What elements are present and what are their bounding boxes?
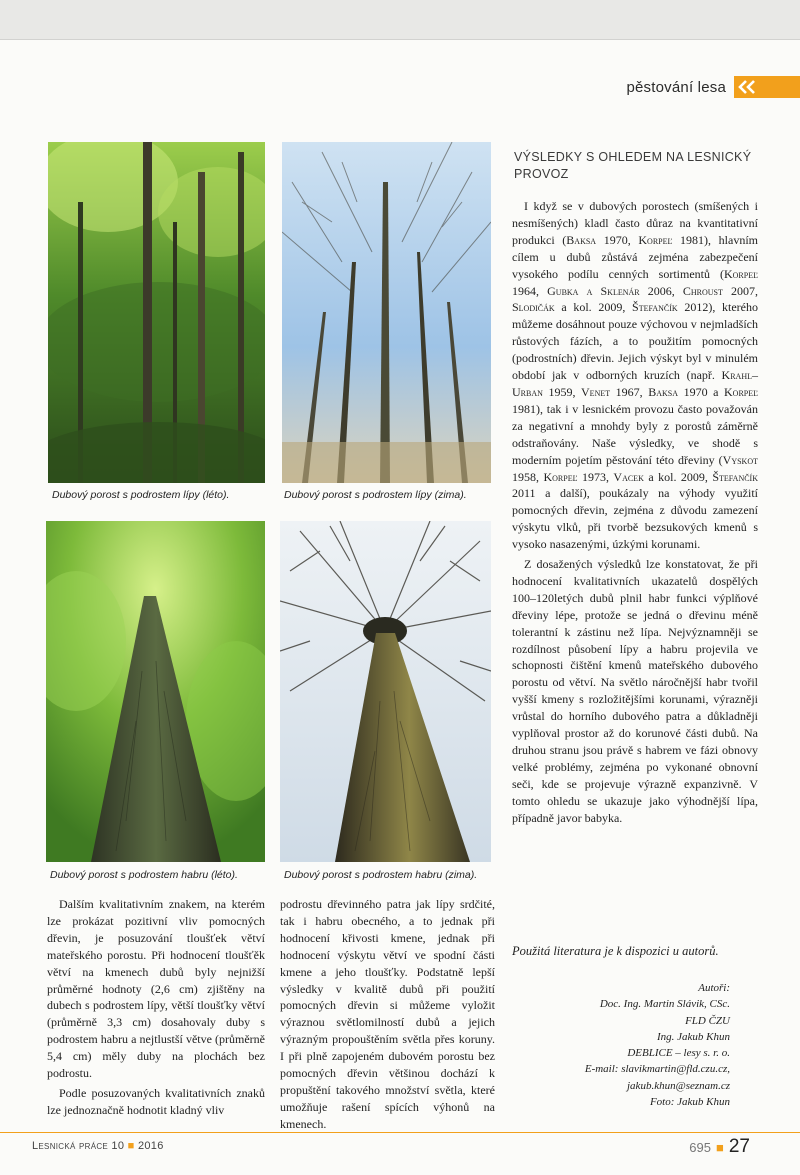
photo-caption: Dubový porost s podrostem habru (léto). (50, 869, 238, 881)
author-line: Foto: Jakub Khun (649, 1096, 730, 1109)
paragraph: Z dosažených výsledků lze konstatovat, že při hodnocení kvalitativních ukazatelů dospělých 100–120letých dubů plnil habr funkci výplňové dřeviny lépe, protože se jedná o dřevinu méně tolerantní k zástinu než lípa. Nejvýznamněji se rozdílnost působení lípy a habru projevila ve schopnosti čištění kmenů mateřského dubového porostu od větví. Na světlo náročnější habr tvořil vyšší kmeny s rozložitějšími korunami, výrazněji vrůstal do horního dubového patra a důkladněji vyplňoval prostor až do korunové části dubů. Na druhou stranu jsou právě s habrem ve fázi obnovy velké problémy, zejména po vykonané obnovní seči, kde se projevuje výrazně expanzivně. V tomto ohledu se ukazuje jako výhodnější lípa, případně javor babyka. (512, 557, 758, 825)
text-column-left (47, 896, 265, 1119)
author-line: Doc. Ing. Martin Slávik, CSc. (599, 998, 730, 1011)
text-column-middle (280, 896, 495, 1133)
page-number: 27 (728, 1136, 750, 1157)
author-line: DEBLICE – lesy s. r. o. (627, 1047, 730, 1060)
photo-oak-lime-summer (48, 142, 265, 483)
photo-caption: Dubový porost s podrostem habru (zima). (284, 869, 478, 881)
paragraph: Dalším kvalitativním znakem, na kterém lze prokázat pozitivní vliv pomocných dřevin, je posuzování tloušťek větví mateřského porostu. Při hodnocení tloušťěk větví na kmenech dubů byly nejnižší průměrné hodnoty (2,6 cm) zjištěny na dubech s podrostem lípy, větší tloušťky větví (průměrně 3,3 cm) dosahovaly duby s podrostem habru a nejtlustší větve (průměrně 5,4 cm) měly duby na plochách bez podrostu. (47, 897, 265, 1081)
section-label: pěstování lesa (626, 78, 726, 96)
footer-page-numbers (689, 1136, 750, 1158)
text-column-right (512, 198, 758, 827)
author-block (470, 980, 730, 1110)
author-line: E-mail: slavikmartin@fld.czu.cz, (584, 1063, 730, 1076)
photo-oak-lime-winter (282, 142, 491, 483)
footer-journal (32, 1140, 164, 1152)
photo-caption: Dubový porost s podrostem lípy (zima). (284, 489, 467, 501)
footer-rule (0, 1132, 800, 1133)
author-line: Ing. Jakub Khun (656, 1030, 730, 1043)
author-line: FLD ČZU (685, 1014, 730, 1027)
paragraph: I když se v dubových porostech (smíšených i nesmíšených) kladl často důraz na kvantitativní produkci (Baksa 1970, Korpeľ 1981), hlavním cílem u dubů zůstává zejména zabezpečení vysokého podílu cenných sortimentů (Korpeľ 1964, Gubka a Sklenár 2006, Chroust 2007, Slodičák a kol. 2009, Štefančík 2012), kterého můžeme dosáhnout pouze výchovou v nejmladších růstových fázích, a to použitím pomocných (podrostních) dřevin. Jejich výskyt byl v minulém období jak v odborných kruzích (např. Krahl–Urban 1959, Venet 1967, Baksa 1970 a Korpeľ 1981), tak i v lesnickém provozu často považován za negativní a mnohdy byly z porostů záměrně odstraňovány. Naše výsledky, ve shodě s moderním pojetím pěstování této dřeviny (Vyskot 1958, Korpeľ 1973, Vacek a kol. 2009, Štefančík 2011 a další), poukázaly na výhody využití pomocných dřevin, zejména z důvodu zamezení výskytu vlků, při tvorbě bezsukových kmenů s vysoko nasazenými, úzkými korunami. (512, 199, 759, 552)
scan-top-band (0, 0, 800, 40)
bullet-icon: ■ (716, 1140, 724, 1155)
paragraph: Podle posuzovaných kvalitativních znaků lze jednoznačně hodnotit kladný vliv (47, 1085, 265, 1117)
bullet-icon: ■ (127, 1140, 135, 1152)
author-line: jakub.khun@seznam.cz (627, 1079, 730, 1092)
author-line: Autoři: (698, 982, 730, 994)
section-tab (734, 76, 800, 98)
photo-oak-hornbeam-summer (46, 521, 265, 862)
photo-oak-hornbeam-winter (280, 521, 491, 862)
double-chevron-left-icon (737, 79, 759, 95)
page-total: 695 (689, 1140, 711, 1155)
section-heading: VÝSLEDKY S OHLEDEM NA LESNICKÝ PROVOZ (514, 150, 752, 181)
literature-note: Použitá literatura je k dispozici u autorů. (512, 944, 719, 958)
journal-name: Lesnická práce (32, 1140, 109, 1152)
section-header (626, 76, 800, 98)
paragraph: podrostu dřevinného patra jak lípy srdčité, tak i habru obecného, a to jednak při hodnocení křivosti kmene, jednak při hodnocení výskytu větví ve spodní části kmene a jeho tloušťky. Podstatně lepší výsledky v kvalitě dubů při použití pomocných dřevin si můžeme vyložit výraznou světlomilností dubů a jejich výrazným propouštěním světla přes koruny. I při plně zapojeném dubovém porostu bez pomocných dřevin většinou dochází k propuštění takového množství světla, které umožňuje rašení spících výhonů na kmenech. (280, 897, 495, 1131)
journal-issue: 10 (111, 1140, 125, 1152)
journal-year: 2016 (137, 1140, 164, 1152)
photo-caption: Dubový porost s podrostem lípy (léto). (52, 489, 230, 501)
